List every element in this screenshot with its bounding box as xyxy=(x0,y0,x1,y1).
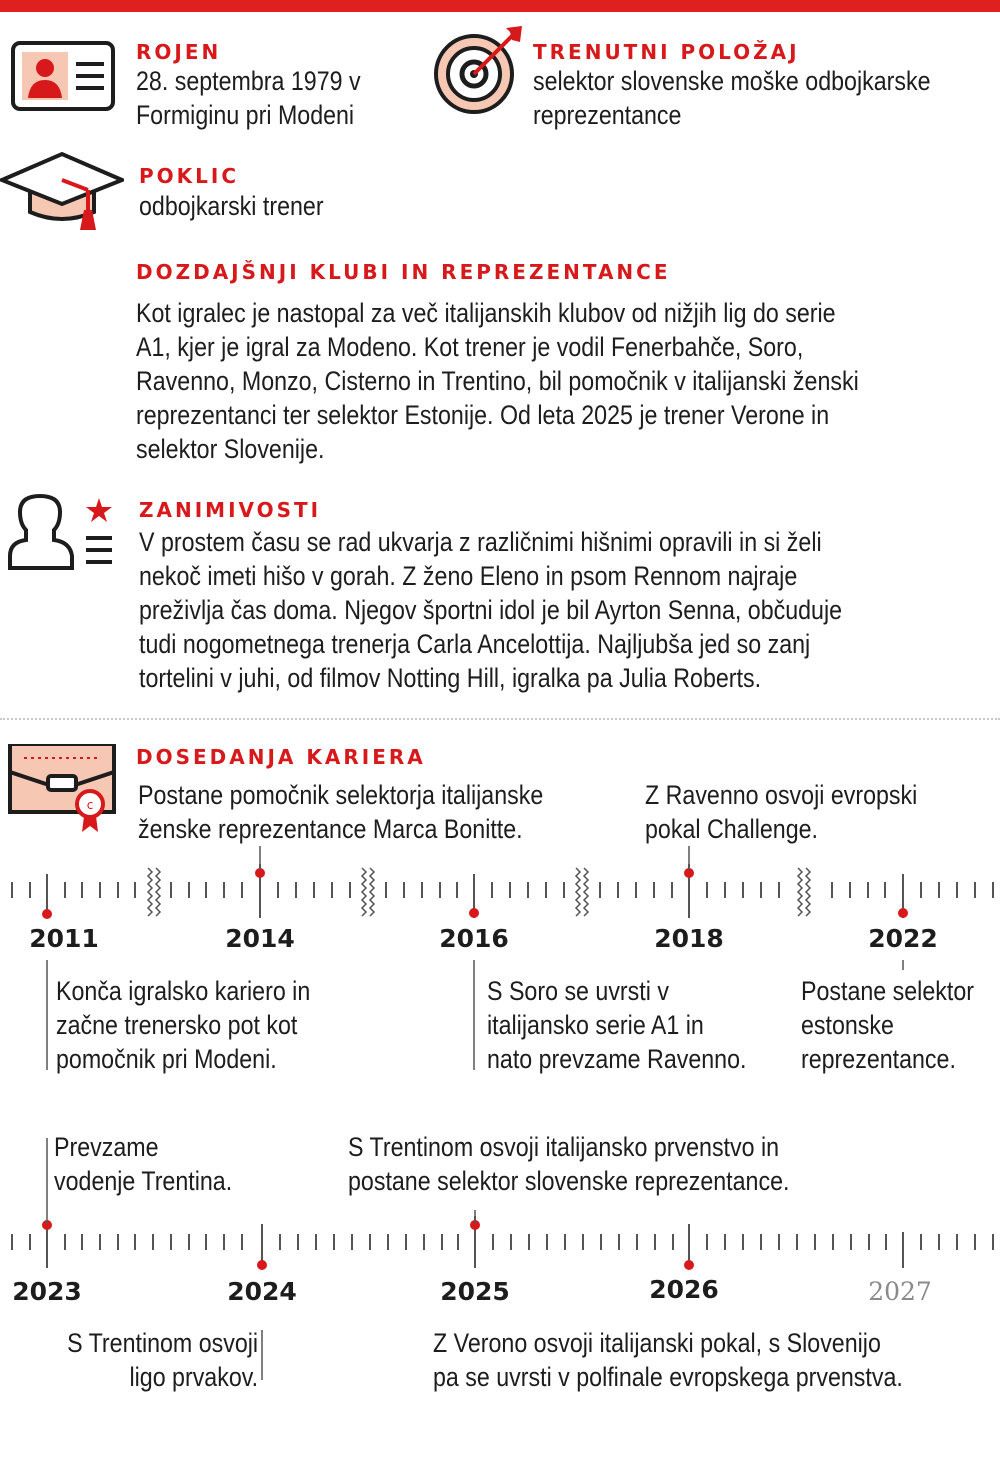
event-2026: Z Verono osvoji italijanski pokal, s Slovenijo pa se uvrsti v polfinale evropskega prvenstva. xyxy=(433,1328,903,1392)
year-2026: 2026 xyxy=(649,1275,719,1304)
section-divider xyxy=(0,718,1000,720)
clubs-text: Kot igralec je nastopal za več italijanskih klubov od nižjih lig do serie A1, kjer je igral za Modeno. Kot trener je vodil Fenerbahče, Soro, Ravenno, Monzo, Cisterno in Trentino, bil pomočnik v italijanski ženski reprezentanci ter selektor Estonije. Od leta 2025 je trener Verone in selektor Slovenije. xyxy=(136,298,859,464)
event-2018: Z Ravenno osvoji evropski pokal Challenge. xyxy=(645,780,918,844)
event-2016: S Soro se uvrsti v italijansko serie A1 in nato prevzame Ravenno. xyxy=(487,976,747,1074)
year-2024: 2024 xyxy=(227,1277,297,1306)
clubs-label: DOZDAJŠNJI KLUBI IN REPREZENTANCE xyxy=(136,260,671,284)
event-2014: Postane pomočnik selektorja italijanske ženske reprezentance Marca Bonitte. xyxy=(138,780,544,844)
profession-label: POKLIC xyxy=(139,164,240,188)
event-2011: Konča igralsko kariero in začne trenersko pot kot pomočnik pri Modeni. xyxy=(56,976,311,1074)
year-2023: 2023 xyxy=(12,1277,82,1306)
graduation-cap-icon xyxy=(0,150,124,234)
envelope-certificate-icon xyxy=(8,742,120,834)
born-label: ROJEN xyxy=(136,40,222,64)
year-2022: 2022 xyxy=(868,924,938,953)
year-2025: 2025 xyxy=(440,1277,510,1306)
event-2023: Prevzame vodenje Trentina. xyxy=(54,1132,233,1196)
born-text: 28. septembra 1979 v Formiginu pri Modeni xyxy=(136,66,361,130)
top-accent-bar xyxy=(0,0,1000,12)
year-2014: 2014 xyxy=(225,924,295,953)
year-2016: 2016 xyxy=(439,924,509,953)
event-2025: S Trentinom osvoji italijansko prvenstvo in postane selektor slovenske reprezentance. xyxy=(348,1132,790,1196)
year-2027: 2027 xyxy=(868,1277,932,1306)
id-card-icon xyxy=(10,40,116,112)
career-label: DOSEDANJA KARIERA xyxy=(136,745,426,769)
year-2018: 2018 xyxy=(654,924,724,953)
profession-text: odbojkarski trener xyxy=(139,191,324,221)
person-star-icon xyxy=(2,490,118,572)
year-2011: 2011 xyxy=(29,924,99,953)
position-label: TRENUTNI POLOŽAJ xyxy=(533,40,800,64)
event-2022: Postane selektor estonske reprezentance. xyxy=(801,976,974,1074)
svg-text:c: c xyxy=(86,798,94,812)
position-text: selektor slovenske moške odbojkarske reprezentance xyxy=(533,66,931,130)
event-2024: S Trentinom osvoji ligo prvakov. xyxy=(66,1328,258,1392)
target-icon xyxy=(432,22,528,118)
trivia-label: ZANIMIVOSTI xyxy=(139,498,322,522)
trivia-text: V prostem času se rad ukvarja z različnimi hišnimi opravili in si želi nekoč imeti hišo v gorah. Z ženo Eleno in psom Rennom najraje preživlja čas doma. Njegov športni idol je bil Ayrton Senna, občuduje tudi nogometnega trenerja Carla Ancelottija. Najljubša jed so zanj tortelini v juhi, od filmov Notting Hill, igralka pa Julia Roberts. xyxy=(139,527,843,693)
